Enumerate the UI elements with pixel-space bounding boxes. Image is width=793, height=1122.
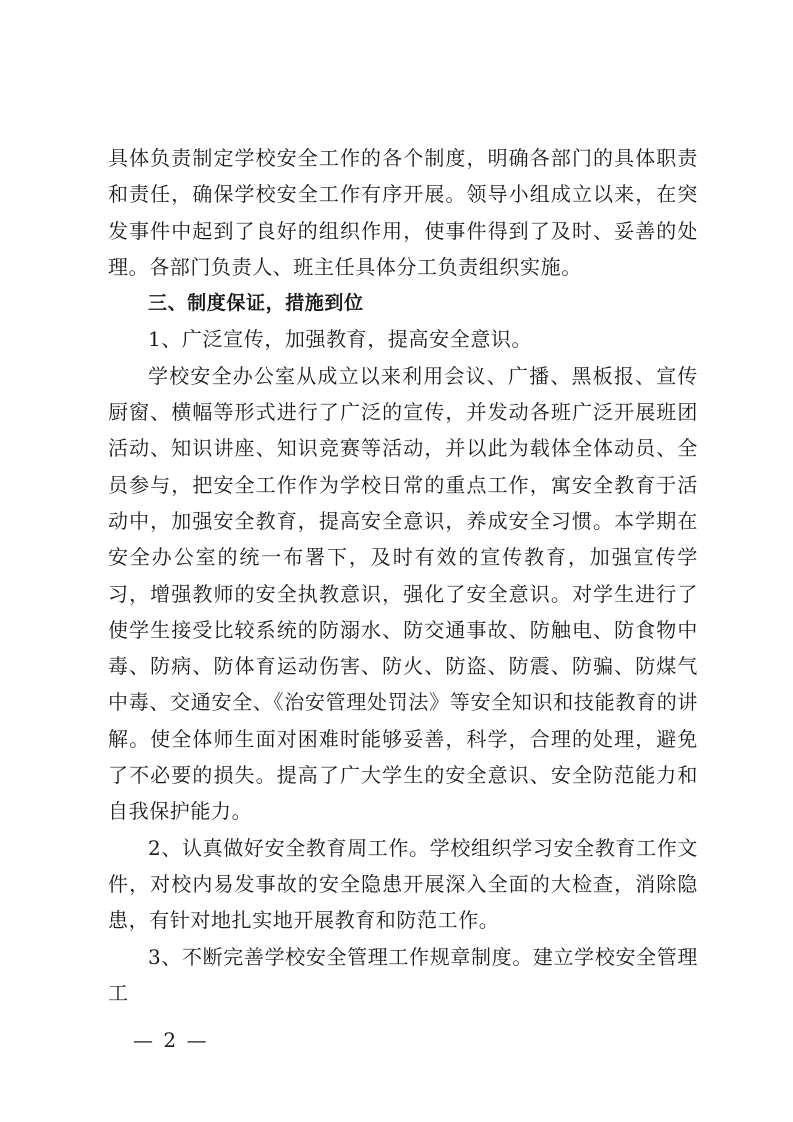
paragraph-item-3: 3、不断完善学校安全管理工作规章制度。建立学校安全管理工 (108, 944, 698, 1005)
paragraph-intro-continued: 具体负责制定学校安全工作的各个制度，明确各部门的具体职责和责任，确保学校安全工作有序开展。领导小组成立以来，在突发事件中起到了良好的组织作用，使事件得到了及时、妥善的处理。各部门负责人、班主任具体分工负责组织实施。 (108, 146, 698, 279)
document-body (108, 140, 698, 1011)
paragraph-item-1-title: 1、广泛宣传，加强教育，提高安全意识。 (148, 327, 533, 352)
paragraph-publicity: 学校安全办公室从成立以来利用会议、广播、黑板报、宣传厨窗、横幅等形式进行了广泛的宣传，并发动各班广泛开展班团活动、知识讲座、知识竞赛等活动，并以此为载体全体动员、全员参与，把安全工作作为学校日常的重点工作，寓安全教育于活动中，加强安全教育，提高安全意识，养成安全习惯。本学期在安全办公室的统一布署下，及时有效的宣传教育，加强宣传学习，增强教师的安全执教意识，强化了安全意识。对学生进行了使学生接受比较系统的防溺水、防交通事故、防触电、防食物中毒、防病、防体育运动伤害、防火、防盗、防震、防骗、防煤气中毒、交通安全、《治安管理处罚法》等安全知识和技能教育的讲解。使全体师生面对困难时能够妥善，科学，合理的处理，避免了不必要的损失。提高了广大学生的安全意识、安全防范能力和自我保护能力。 (108, 363, 698, 824)
page-number: — 2 — (133, 1028, 209, 1052)
paragraph-item-2: 2、认真做好安全教育周工作。学校组织学习安全教育工作文件，对校内易发事故的安全隐患开展深入全面的大检查，消除隐患，有针对地扎实地开展教育和防范工作。 (108, 835, 698, 933)
section-heading: 三、制度保证，措施到位 (148, 292, 364, 315)
